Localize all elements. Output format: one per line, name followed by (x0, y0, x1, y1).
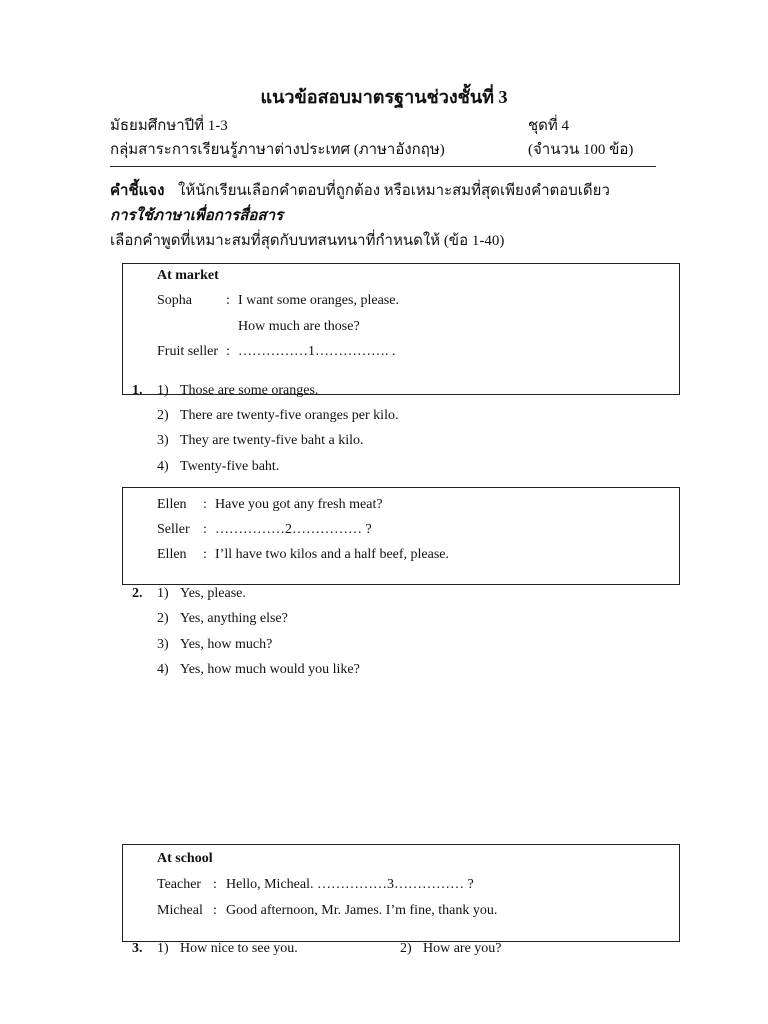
question-number-1: 1. (132, 383, 143, 398)
speaker-separator: : (213, 903, 217, 918)
option-text[interactable]: There are twenty-five oranges per kilo. (180, 408, 399, 423)
speaker-name: Micheal (157, 903, 203, 918)
speaker-name: Teacher (157, 877, 202, 892)
option-number: 4) (157, 662, 169, 677)
option-text[interactable]: They are twenty-five baht a kilo. (180, 433, 364, 448)
section-description: เลือกคำพูดที่เหมาะสมที่สุดกับบทสนทนาที่กำหนดให้ (ข้อ 1-40) (110, 233, 505, 249)
subject-group: กลุ่มสาระการเรียนรู้ภาษาต่างประเทศ (ภาษาอังกฤษ) (110, 142, 445, 158)
dialogue-line: I’ll have two kilos and a half beef, please. (215, 547, 450, 562)
dialogue-line: Have you got any fresh meat? (215, 497, 383, 512)
dialogue-blank-2: ……………2…………… ? (215, 522, 372, 537)
option-number: 1) (157, 586, 169, 601)
section-title: การใช้ภาษาเพื่อการสื่อสาร (110, 208, 284, 224)
dialogue-line: How much are those? (238, 319, 360, 334)
question-number-3: 3. (132, 941, 143, 956)
option-text[interactable]: Twenty-five baht. (180, 459, 280, 474)
instructions-text: ให้นักเรียนเลือกคำตอบที่ถูกต้อง หรือเหมาะสมที่สุดเพียงคำตอบเดียว (178, 183, 610, 199)
speaker-separator: : (203, 497, 207, 512)
speaker-name: Fruit seller (157, 344, 219, 359)
speaker-separator: : (226, 344, 230, 359)
test-set: ชุดที่ 4 (528, 118, 570, 134)
option-text[interactable]: Yes, how much? (180, 637, 273, 652)
speaker-separator: : (203, 522, 207, 537)
dialogue-line: Good afternoon, Mr. James. I’m fine, thank you. (226, 903, 498, 918)
grade-level: มัธยมศึกษาปีที่ 1-3 (110, 118, 228, 134)
dialogue-heading-3: At school (157, 851, 213, 866)
option-number: 3) (157, 637, 169, 652)
speaker-separator: : (213, 877, 217, 892)
speaker-name: Ellen (157, 497, 187, 512)
speaker-name: Ellen (157, 547, 187, 562)
dialogue-line: I want some oranges, please. (238, 293, 399, 308)
question-number-2: 2. (132, 586, 143, 601)
option-number: 1) (157, 383, 169, 398)
option-text[interactable]: Yes, please. (180, 586, 246, 601)
dialogue-blank-1: ……………1……………. . (238, 344, 396, 359)
dialogue-heading-1: At market (157, 268, 219, 283)
option-number: 4) (157, 459, 169, 474)
option-number: 1) (157, 941, 169, 956)
speaker-separator: : (203, 547, 207, 562)
page-title: แนวข้อสอบมาตรฐานช่วงชั้นที่ 3 (260, 87, 508, 107)
header-divider (110, 166, 656, 167)
option-text[interactable]: Those are some oranges. (180, 383, 319, 398)
option-text[interactable]: Yes, how much would you like? (180, 662, 360, 677)
speaker-separator: : (226, 293, 230, 308)
option-number: 2) (157, 408, 169, 423)
option-text[interactable]: How nice to see you. (180, 941, 298, 956)
speaker-name: Sopha (157, 293, 192, 308)
question-count: (จำนวน 100 ข้อ) (528, 142, 634, 158)
option-text[interactable]: Yes, anything else? (180, 611, 288, 626)
option-number: 3) (157, 433, 169, 448)
instructions-label: คำชี้แจง (110, 183, 165, 199)
speaker-name: Seller (157, 522, 190, 537)
option-number: 2) (157, 611, 169, 626)
option-text[interactable]: How are you? (423, 941, 502, 956)
dialogue-blank-3: Hello, Micheal. ……………3…………… ? (226, 877, 474, 892)
option-number: 2) (400, 941, 412, 956)
